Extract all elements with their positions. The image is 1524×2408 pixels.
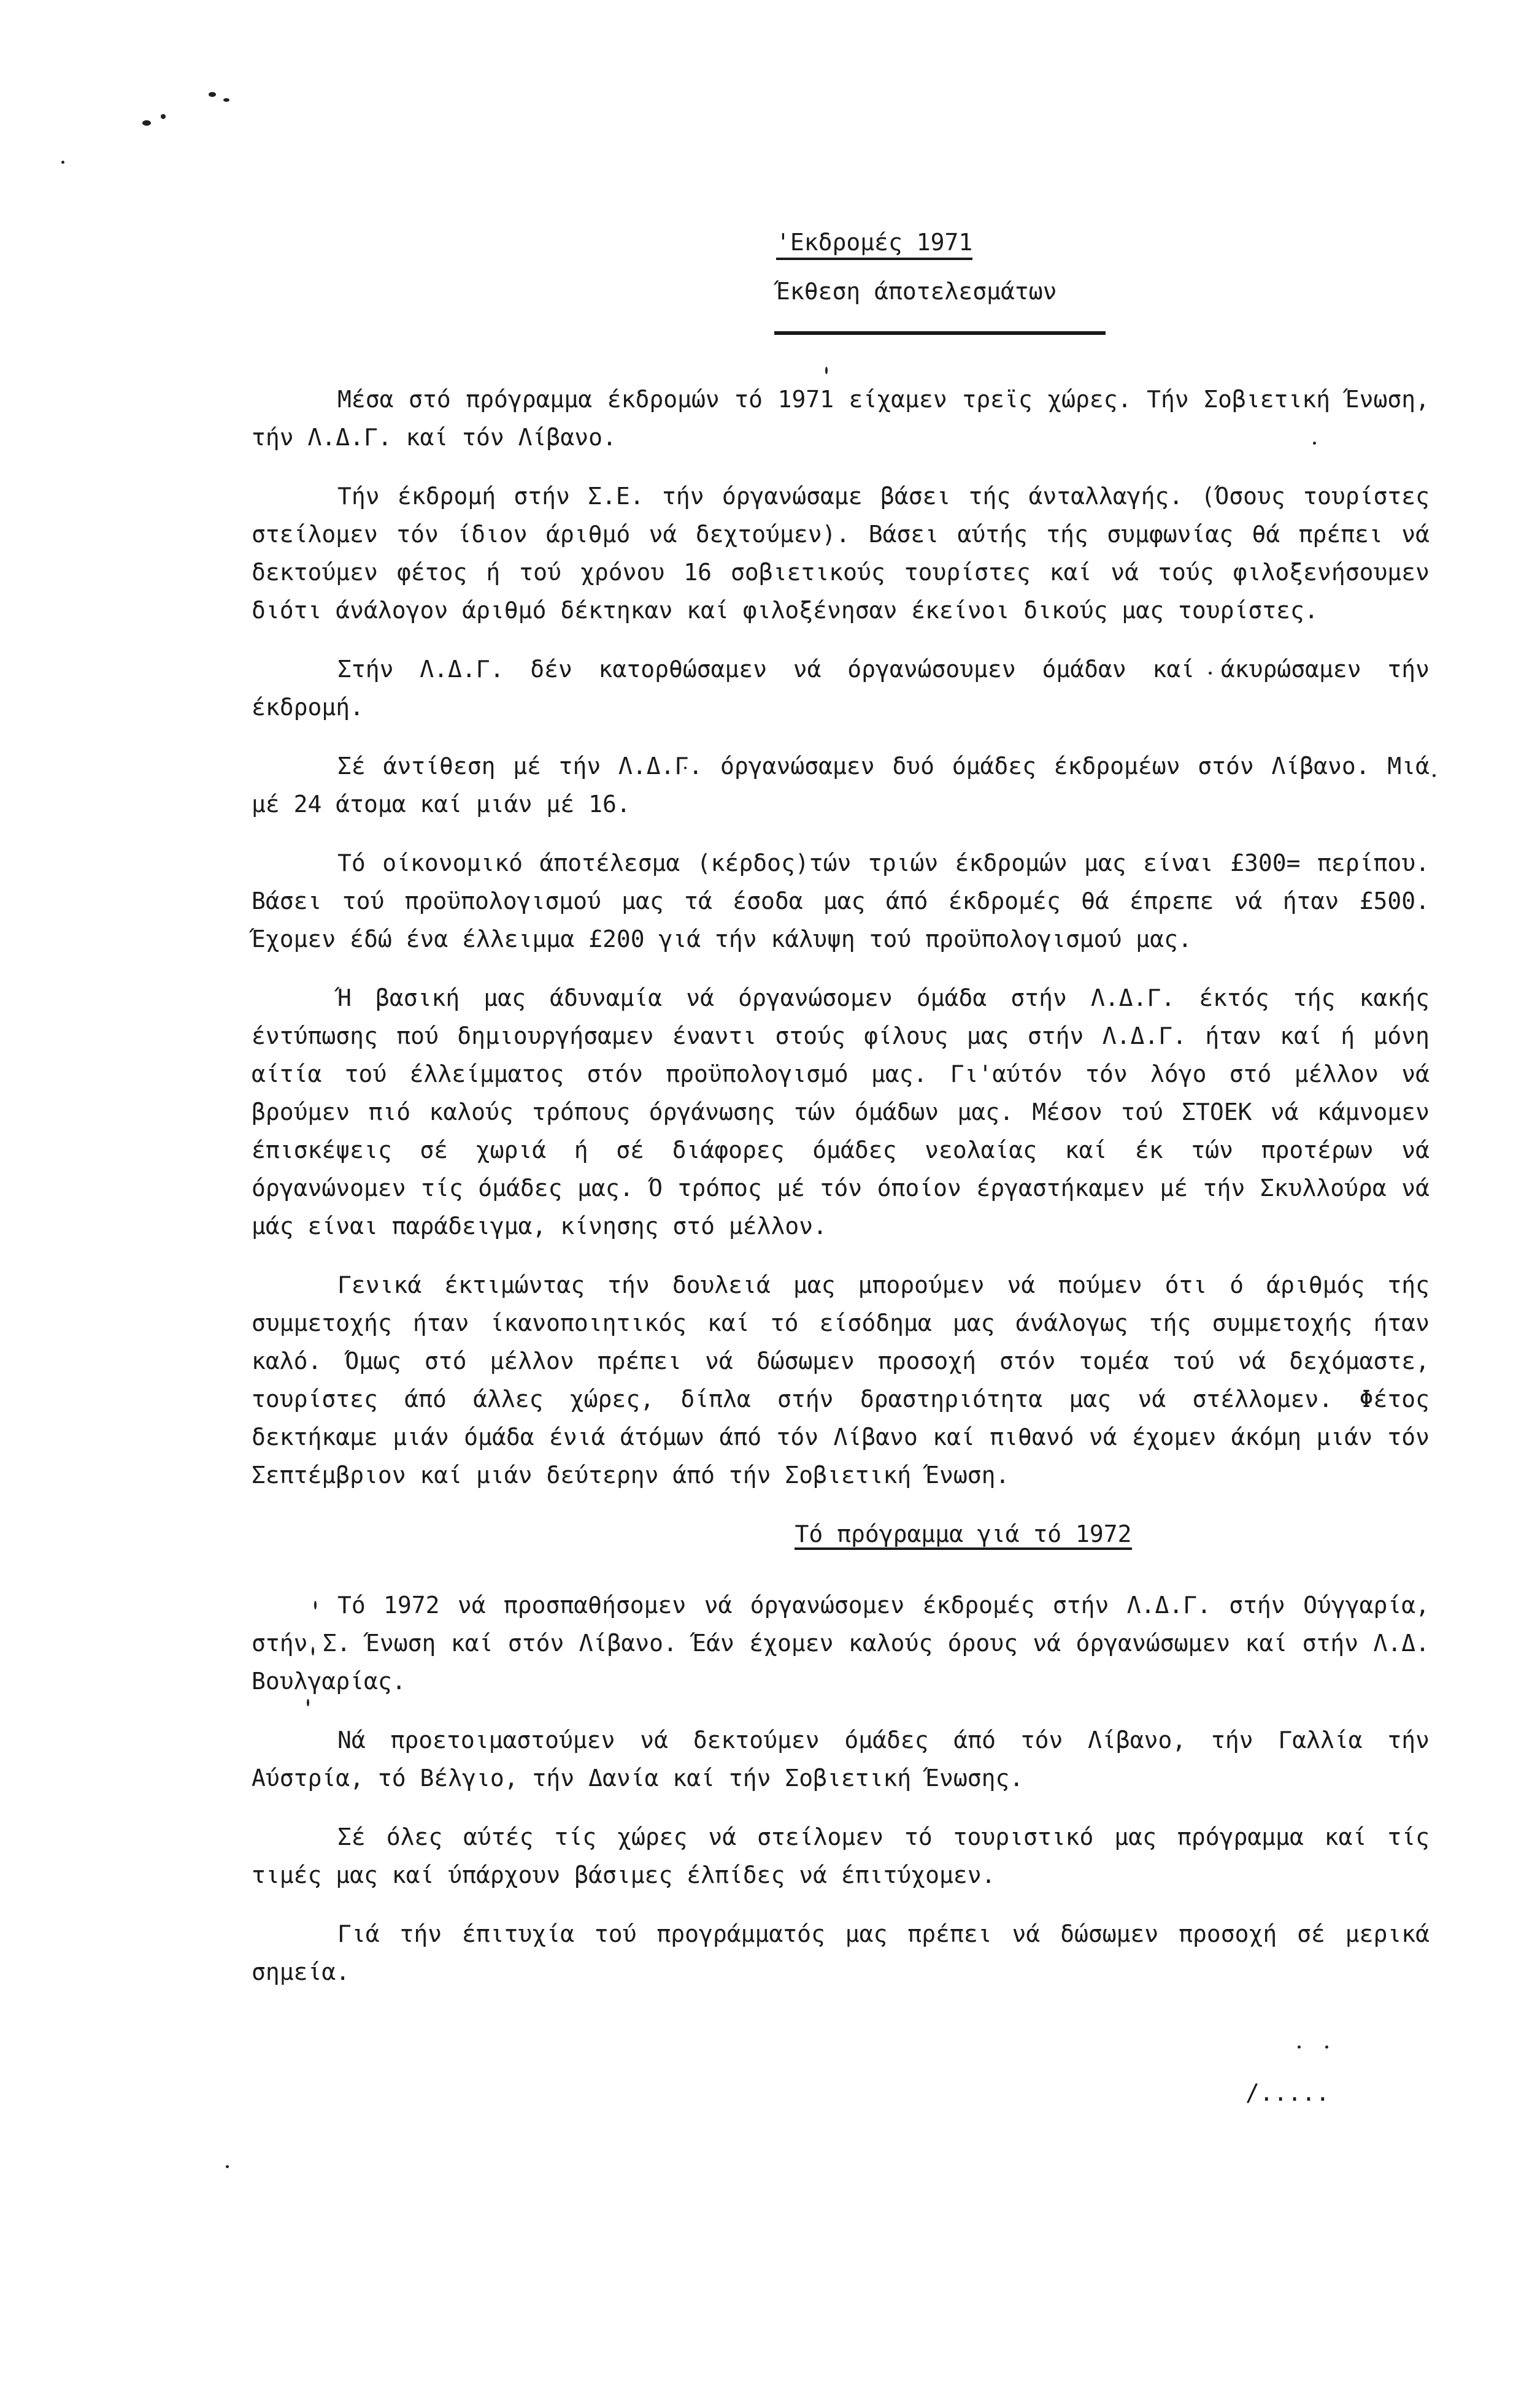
paragraph: Γενικά έκτιμώντας τήν δουλειά μας μπορούμεν νά πούμεν ότι ό άριθμός τής συμμετοχής ήταν ίκανοποιητικός καί τό είσόδημα μας άνάλογως τής συμμετοχής ήταν καλό. Όμως στό μέλλον πρέπει νά δώσωμεν προσοχή στόν τομέα τού νά δεχόμαστε, τουρίστες άπό άλλες χώρες, δίπλα στήν δραστηριότητα μας νά στέλλομεν. Φέτος δεκτήκαμε μιάν όμάδα ένιά άτόμων άπό τόν Λίβανο καί πιθανό νά έχομεν άκόμη μιάν τόν Σεπτέμβριον καί μιάν δεύτερην άπό τήν Σοβιετική Ένωση.	[252, 1271, 1430, 1489]
section-heading: Τό πρόγραμμα γιά τό 1972	[497, 1515, 1430, 1553]
scan-speck	[1433, 774, 1436, 777]
paragraph: Γιά τήν έπιτυχία τού προγράμματός μας πρέπει νά δώσωμεν προσοχή σέ μερικά σημεία.	[252, 1920, 1430, 1985]
paragraph: Στήν Λ.Δ.Γ. δέν κατορθώσαμεν νά όργανώσουμεν όμάδαν καί άκυρώσαμεν τήν έκδρομή.	[252, 656, 1430, 721]
scan-speck	[226, 2165, 229, 2168]
scan-speck	[1325, 2046, 1328, 2049]
title-block	[776, 227, 1156, 307]
scan-speck	[223, 98, 229, 102]
title-rule	[774, 331, 1106, 335]
document-subtitle: Έκθεση άποτελεσμάτων	[776, 278, 1057, 305]
paragraph: Νά προετοιμαστούμεν νά δεκτούμεν όμάδες άπό τόν Λίβανο, τήν Γαλλία τήν Αύστρία, τό Βέλγιο, τήν Δανία καί τήν Σοβιετική Ένωσης.	[252, 1727, 1430, 1792]
paragraph: Ή βασική μας άδυναμία νά όργανώσομεν όμάδα στήν Λ.Δ.Γ. έκτός τής κακής έντύπωσης πού δημιουργήσαμεν έναντι στούς φίλους μας στήν Λ.Δ.Γ. ήταν καί ή μόνη αίτία τού έλλείμματος στόν προϋπολογισμό μας. Γι'αύτόν τόν λόγο στό μέλλον νά βρούμεν πιό καλούς τρόπους όργάνωσης τών όμάδων μας. Μέσον τού ΣΤΟΕΚ νά κάμνομεν έπισκέψεις σέ χωριά ή σέ διάφορες όμάδες νεολαίας καί έκ τών προτέρων νά όργανώνομεν τίς όμάδες μας. Ό τρόπος μέ τόν όποίον έργαστήκαμεν μέ τήν Σκυλλούρα νά μάς είναι παράδειγμα, κίνησης στό μέλλον.	[252, 984, 1430, 1240]
paragraph: Σέ όλες αύτές τίς χώρες νά στείλομεν τό τουριστικό μας πρόγραμμα καί τίς τιμές μας καί ύπάρχουν βάσιμες έλπίδες νά έπιτύχομεν.	[252, 1823, 1430, 1888]
paragraph: Τό 1972 νά προσπαθήσομεν νά όργανώσομεν έκδρομές στήν Λ.Δ.Γ. στήν Ούγγαρία, στήν Σ. Ένωση καί στόν Λίβανο. Έάν έχομεν καλούς όρους νά όργανώσωμεν καί στήν Λ.Δ. Βουλγαρίας.	[252, 1592, 1430, 1695]
paragraph: Σέ άντίθεση μέ τήν Λ.Δ.Γ. όργανώσαμεν δυό όμάδες έκδρομέων στόν Λίβανο. Μιά μέ 24 άτομα καί μιάν μέ 16.	[252, 753, 1430, 818]
scan-speck	[825, 367, 828, 374]
scan-speck	[161, 114, 166, 119]
paragraph: Τήν έκδρομή στήν Σ.Ε. τήν όργανώσαμε βάσει τής άνταλλαγής. (Όσους τουρίστες στείλομεν τόν ίδιον άριθμό νά δεχτούμεν). Βάσει αύτής τής συμφωνίας θά πρέπει νά δεκτούμεν φέτος ή τού χρόνου 16 σοβιετικούς τουρίστες καί νά τούς φιλοξενήσουμεν διότι άνάλογον άριθμό δέκτηκαν καί φιλοξένησαν έκείνοι δικούς μας τουρίστες.	[252, 483, 1430, 624]
scan-speck	[209, 92, 216, 97]
document-title: 'Εκδρομές 1971	[776, 227, 1156, 260]
scan-speck	[142, 120, 151, 126]
scan-speck	[61, 161, 64, 164]
scan-speck	[1298, 2046, 1301, 2049]
document-body	[252, 380, 1430, 2012]
paragraph: Μέσα στό πρόγραμμα έκδρομών τό 1971 είχαμεν τρεϊς χώρες. Τήν Σοβιετική Ένωση, τήν Λ.Δ.Γ. καί τόν Λίβανο.	[252, 386, 1430, 451]
paragraph: Τό οίκονομικό άποτέλεσμα (κέρδος)τών τριών έκδρομών μας είναι £300= περίπου. Βάσει τού προϋπολογισμού μας τά έσοδα μας άπό έκδρομές θά έπρεπε νά ήταν £500. Έχομεν έδώ ένα έλλειμμα £200 γιά τήν κάλυψη τού προϋπολογισμού μας.	[252, 849, 1430, 953]
continuation-mark: /.....	[1245, 2079, 1330, 2106]
